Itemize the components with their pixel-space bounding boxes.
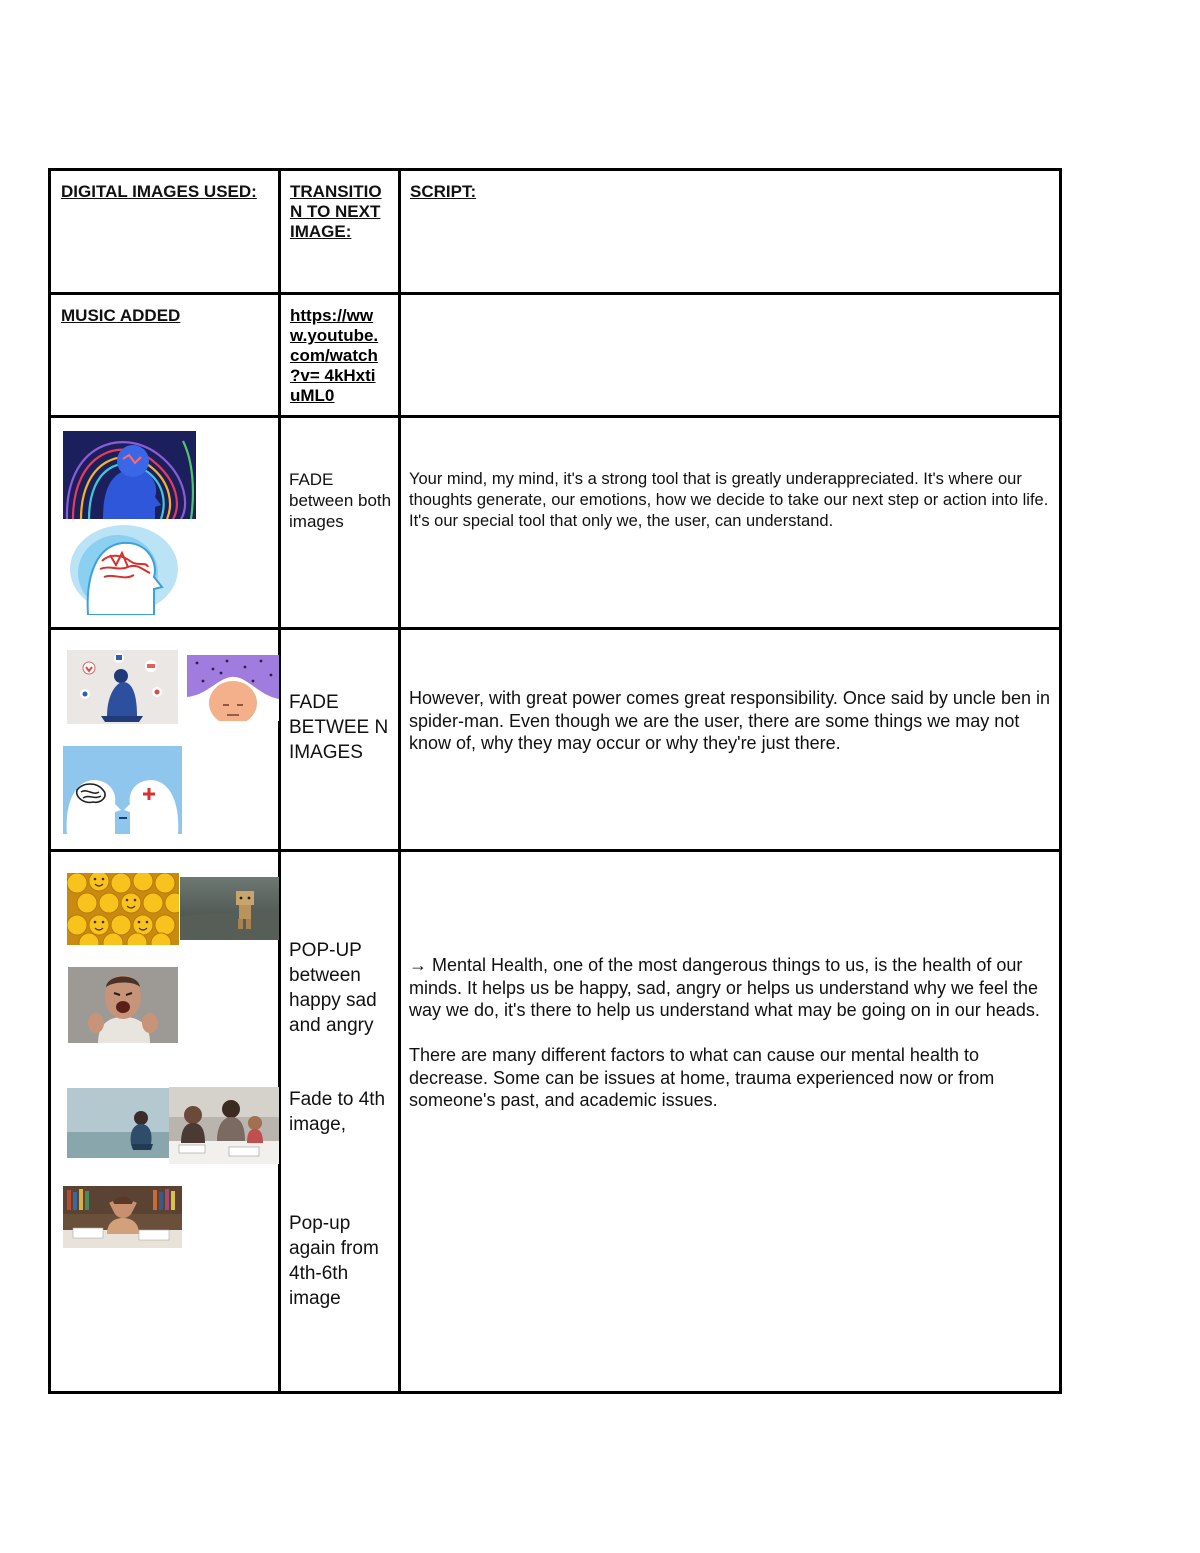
table-row-divider xyxy=(48,292,1062,295)
emoji-faces-image xyxy=(67,873,179,945)
head-tangled-brain-image xyxy=(66,525,178,615)
music-label: MUSIC ADDED xyxy=(61,306,181,325)
row3-script-paragraph-2: There are many different factors to what can cause our mental health to decrease. Some can be issues at home, trauma experienced now or from someone's past, and academic issues. xyxy=(409,1045,995,1110)
row3-transition-popup-again: Pop-up again from 4th-6th image xyxy=(289,1213,379,1309)
table-row-divider xyxy=(48,849,1062,852)
header-script: SCRIPT: xyxy=(410,182,477,201)
table-border-top xyxy=(48,168,1062,171)
student-stressed-books-image xyxy=(63,1186,182,1248)
row2-transition: FADE BETWEE N IMAGES xyxy=(289,692,389,763)
table-row-divider xyxy=(48,627,1062,630)
sad-person-sitting-image xyxy=(67,1088,171,1158)
person-thought-bubbles-image xyxy=(67,650,178,724)
bald-head-dots-image xyxy=(187,655,279,721)
row3-transition-fade: Fade to 4th image, xyxy=(289,1089,386,1135)
header-images: DIGITAL IMAGES USED: xyxy=(61,182,257,201)
head-brain-waves-image xyxy=(63,431,196,519)
table-col-divider xyxy=(398,168,401,1394)
family-stress-image xyxy=(169,1087,279,1164)
row2-script: However, with great power comes great responsibility. Once said by uncle ben in spider-man. Even though we are the user, there are some things we may not know of, why they may occur or why they're just there. xyxy=(409,688,1050,753)
table-border-right xyxy=(1059,168,1062,1394)
table-row-divider xyxy=(48,415,1062,418)
row3-script-paragraph-1: → Mental Health, one of the most dangerous things to us, is the health of our minds. It helps us be happy, sad, angry or helps us understand why we feel the way we do, it's there to help us understand what may be going on in our heads. xyxy=(409,955,1040,1020)
row1-transition: FADE between both images xyxy=(289,470,392,531)
row3-script xyxy=(409,954,1054,1134)
angry-man-image xyxy=(68,967,178,1043)
sad-cardboard-robot-image xyxy=(180,877,279,940)
table-col-divider xyxy=(278,168,281,1394)
two-heads-brain-image xyxy=(63,746,182,834)
table-border-bottom xyxy=(48,1391,1062,1394)
header-transition: TRANSITIO N TO NEXT IMAGE: xyxy=(290,182,382,241)
music-link[interactable]: https://ww w.youtube. com/watch ?v= 4kHxti uML0 xyxy=(290,306,379,405)
row1-script: Your mind, my mind, it's a strong tool that is greatly underappreciated. It's where our thoughts generate, our emotions, how we decide to take our next step or action into life. It's our special tool that only we, the user, can understand. xyxy=(409,470,1049,530)
row3-transition-popup: POP-UP between happy sad and angry xyxy=(289,940,377,1036)
table-border-left xyxy=(48,168,51,1394)
